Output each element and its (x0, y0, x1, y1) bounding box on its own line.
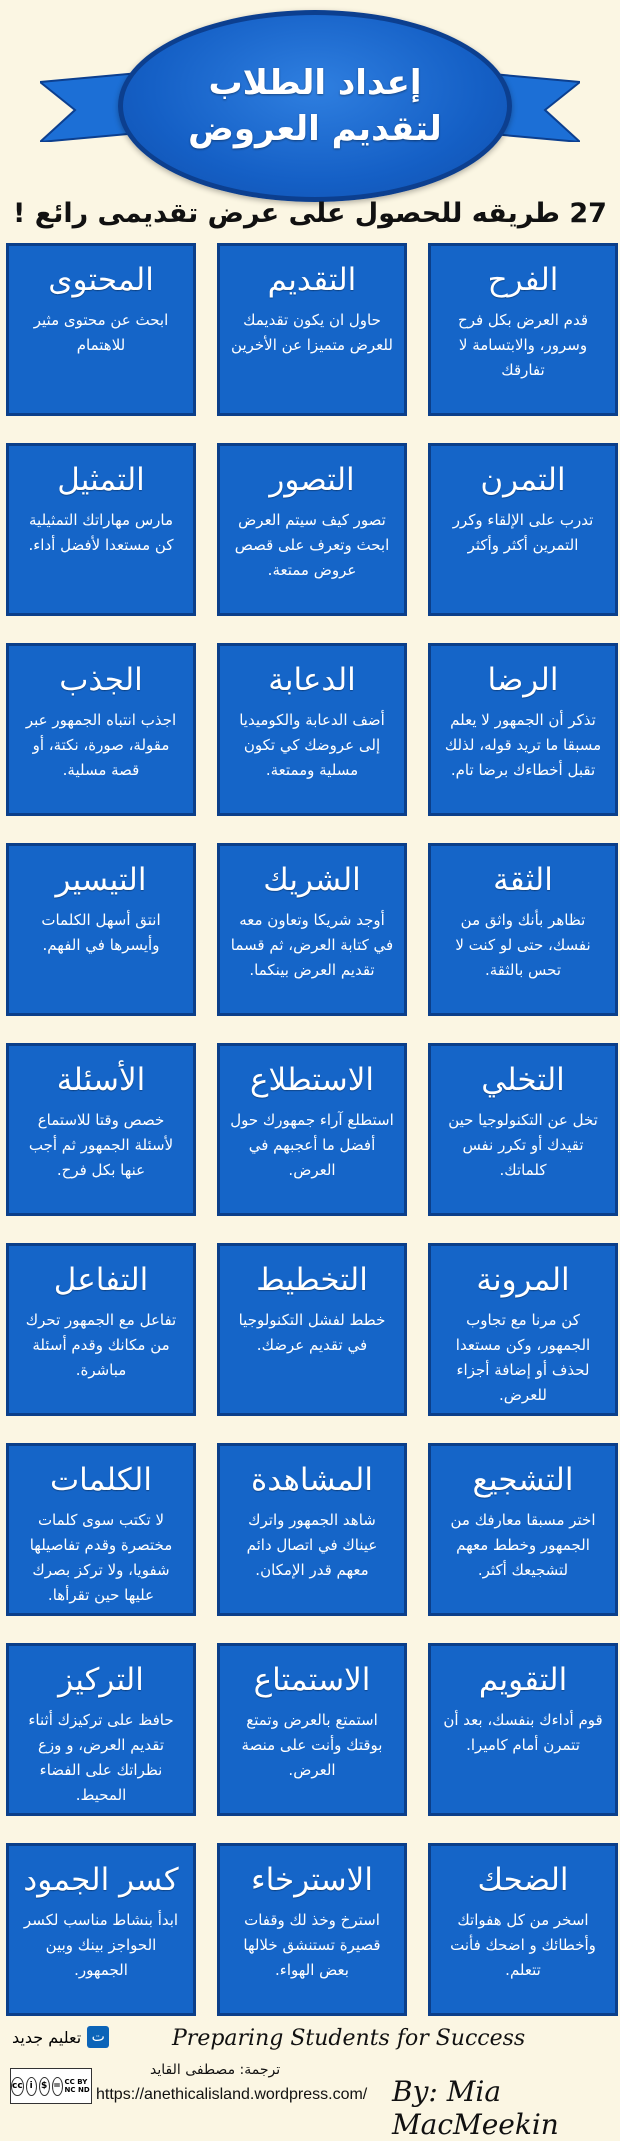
source-url[interactable]: https://anethicalisland.wordpress.com/ (96, 2086, 368, 2103)
translator-credit: ترجمة: مصطفى القايد (150, 2062, 281, 2078)
tip-title: التيسير (55, 862, 147, 898)
license-label: CC BY NC ND (64, 2078, 90, 2094)
tip-card (428, 1443, 618, 1616)
tip-description: اختر مسبقا معارفك من الجمهور وخطط معهم لتشجيعك أكثر. (450, 1511, 596, 1579)
tip-card (217, 443, 407, 616)
tip-card (6, 1043, 196, 1216)
tip-card (6, 1843, 196, 2016)
tip-title: المحتوى (48, 262, 154, 298)
tip-title: الاستمتاع (253, 1662, 371, 1698)
tip-title: التشجيع (472, 1462, 574, 1498)
tip-card (6, 843, 196, 1016)
tip-card (428, 1243, 618, 1416)
tip-description: حاول ان يكون تقديمك للعرض متميزا عن الأخرين (231, 311, 393, 354)
tip-title: التركيز (58, 1662, 144, 1698)
tip-card (217, 1843, 407, 2016)
tip-description: تظاهر بأنك واثق من نفسك، حتى لو كنت لا تحس بالثقة. (455, 911, 591, 979)
tip-card (428, 643, 618, 816)
tip-title: التصور (269, 462, 355, 498)
tip-description: انتق أسهل الكلمات وأيسرها في الفهم. (41, 911, 161, 954)
tip-card (428, 1043, 618, 1216)
tip-description: استرخ وخذ لك وقفات قصيرة تستنشق خلالها بعض الهواء. (243, 1911, 381, 1979)
tip-title: الرضا (487, 662, 559, 698)
tip-description: اجذب انتباه الجمهور عبر مقولة، صورة، نكتة، أو قصة مسلية. (25, 711, 177, 779)
tip-title: الشريك (263, 862, 361, 898)
tip-card (428, 1843, 618, 2016)
tip-card (217, 643, 407, 816)
tip-title: التمرن (480, 462, 566, 498)
tip-description: مارس مهاراتك التمثيلية كن مستعدا لأفضل أداء. (28, 511, 174, 554)
tip-description: استمتع بالعرض وتمتع بوقتك وأنت على منصة العرض. (241, 1711, 383, 1779)
by-icon: i (26, 2077, 37, 2096)
tip-card (217, 1243, 407, 1416)
tip-title: الكلمات (50, 1462, 152, 1498)
tip-title: التقويم (478, 1662, 568, 1698)
tip-card (6, 1443, 196, 1616)
tip-title: التفاعل (53, 1262, 149, 1298)
tip-card (428, 843, 618, 1016)
logo-icon: ت (87, 2026, 109, 2048)
tip-card (6, 1243, 196, 1416)
tip-card (6, 1643, 196, 1816)
tip-card (6, 243, 196, 416)
tip-description: خطط لفشل التكنولوجيا في تقديم عرضك. (238, 1311, 386, 1354)
nc-icon: $ (39, 2077, 50, 2096)
tip-title: المشاهدة (251, 1462, 373, 1498)
tip-description: تذكر أن الجمهور لا يعلم مسبقا ما تريد قوله، لذلك تقبل أخطاءك برضا تام. (444, 711, 602, 779)
banner-title-line2: لتقديم العروض (188, 109, 442, 149)
tip-description: ابدأ بنشاط مناسب لكسر الحواجز بينك وبين الجمهور. (23, 1911, 179, 1979)
tip-title: التقديم (267, 262, 357, 298)
tip-description: تفاعل مع الجمهور تحرك من مكانك وقدم أسئلة مباشرة. (25, 1311, 177, 1379)
tip-card (217, 843, 407, 1016)
tip-title: الاسترخاء (251, 1862, 373, 1898)
tip-description: أوجد شريكا وتعاون معه في كتابة العرض، ثم قسما تقديم العرض بينكما. (230, 911, 394, 979)
tip-card (217, 1043, 407, 1216)
tip-description: لا تكتب سوى كلمات مختصرة وقدم تفاصيلها شفويا، ولا تركز بصرك عليها حين تقرأها. (29, 1511, 173, 1604)
tip-card (6, 643, 196, 816)
tip-description: تخل عن التكنولوجيا حين تقيدك أو تكرر نفس كلماتك. (448, 1111, 598, 1179)
cc-license-badge (10, 2068, 92, 2104)
subtitle: 27 طريقه للحصول على عرض تقديمى رائع ! (13, 198, 607, 229)
tip-description: خصص وقتا للاستماع لأسئلة الجمهور ثم أجب عنها بكل فرح. (28, 1111, 174, 1179)
tip-description: قوم أداءك بنفسك، بعد أن تتمرن أمام كاميرا. (443, 1711, 603, 1754)
tip-title: التخلي (481, 1062, 565, 1098)
tip-description: اسخر من كل هفواتك وأخطائك و اضحك فأنت تتعلم. (450, 1911, 596, 1979)
tip-description: قدم العرض بكل فرح وسرور، والابتسامة لا تفارقك (458, 311, 588, 379)
publisher-logo (12, 2026, 109, 2048)
logo-text: تعليم جديد (12, 2027, 82, 2047)
tip-description: حافظ على تركيزك أثناء تقديم العرض، و وزع نظراتك على الفضاء المحيط. (28, 1711, 174, 1804)
tip-title: التمثيل (57, 462, 145, 498)
tip-title: المرونة (476, 1262, 570, 1298)
author-credit: By: Mia MacMeekin (392, 2075, 559, 2141)
banner-title-line1: إعداد الطلاب (208, 63, 422, 103)
tip-card (428, 1643, 618, 1816)
tip-description: تصور كيف سيتم العرض ابحث وتعرف على قصص عروض ممتعة. (234, 511, 390, 579)
tagline: Preparing Students for Success (172, 2026, 526, 2051)
tip-card (428, 243, 618, 416)
tip-card (428, 443, 618, 616)
tip-description: تدرب على الإلقاء وكرر التمرين أكثر وأكثر (452, 511, 594, 554)
tip-title: الفرح (487, 262, 559, 298)
tip-card (6, 443, 196, 616)
tip-title: الدعابة (268, 662, 356, 698)
nd-icon: = (52, 2077, 63, 2096)
tip-title: الأسئلة (56, 1062, 146, 1098)
tip-description: ابحث عن محتوى مثير للاهتمام (33, 311, 169, 354)
title-banner (118, 10, 512, 202)
tip-title: كسر الجمود (23, 1862, 179, 1898)
tip-title: الاستطلاع (249, 1062, 375, 1098)
tip-title: الجذب (59, 662, 143, 698)
tip-card (217, 1643, 407, 1816)
tip-card (217, 243, 407, 416)
tip-description: شاهد الجمهور واترك عيناك في اتصال دائم معهم قدر الإمكان. (246, 1511, 378, 1579)
cc-icon: cc (11, 2077, 24, 2096)
tip-title: التخطيط (256, 1262, 368, 1298)
tip-description: استطلع آراء جمهورك حول أفضل ما أعجبهم في العرض. (230, 1111, 394, 1179)
tip-description: كن مرنا مع تجاوب الجمهور، وكن مستعدا لحذف أو إضافة أجزاء للعرض. (455, 1311, 591, 1404)
tip-card (217, 1443, 407, 1616)
tip-title: الضحك (477, 1862, 569, 1898)
tip-title: الثقة (493, 862, 553, 898)
tip-description: أضف الدعابة والكوميديا إلى عروضك كي تكون مسلية وممتعة. (239, 711, 385, 779)
